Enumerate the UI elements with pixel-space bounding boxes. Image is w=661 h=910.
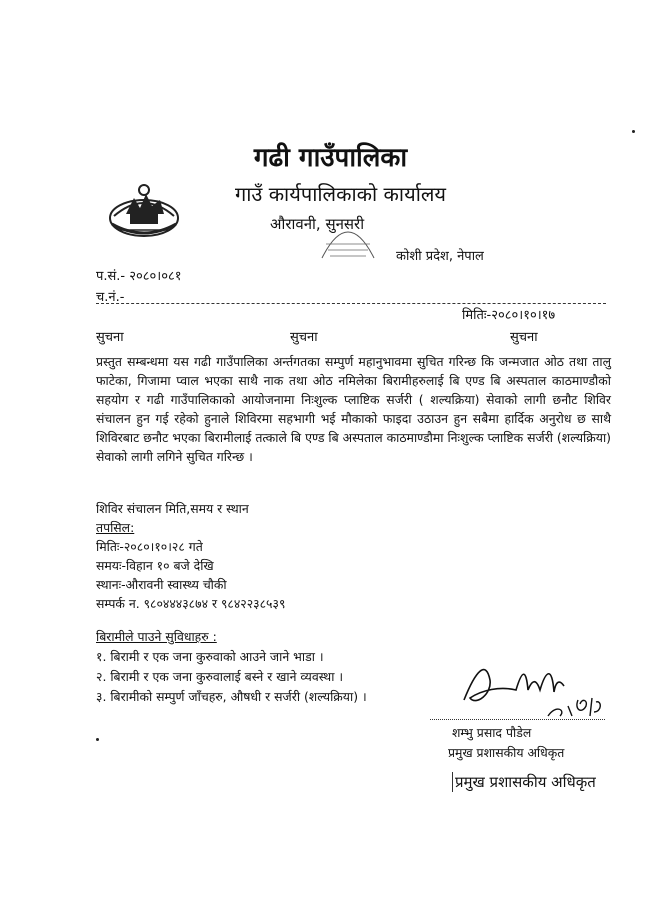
scan-speck [96, 738, 99, 741]
camp-time: समयः-विहान १० बजे देखि [96, 558, 214, 573]
handwritten-signature-icon [456, 650, 606, 720]
camp-details-label: तपसिल: [96, 520, 135, 535]
office-location: औरावनी, सुनसरी [270, 215, 365, 233]
benefits-heading: बिरामीले पाउने सुविधाहरु : [96, 629, 217, 644]
divider [96, 303, 606, 304]
signatory-name: शम्भु प्रसाद पौडेल [452, 725, 532, 740]
dispatch-number: च.नं.- [96, 290, 125, 305]
notice-heading-center: सुचना [290, 330, 318, 345]
signature-line [430, 719, 605, 720]
camp-heading: शिविर संचालन मिति,समय र स्थान [96, 501, 249, 516]
page-title: गढी गाउँपालिका [253, 143, 408, 173]
signatory-role: प्रमुख प्रशासकीय अधिकृत [448, 745, 565, 760]
notice-heading-left: सुचना [96, 330, 124, 345]
notice-heading-right: सुचना [510, 330, 538, 345]
office-stamp-icon [318, 214, 378, 264]
notice-paragraph [96, 352, 611, 466]
benefit-item: २. बिरामी र एक जना कुरुवालाई बस्ने र खाने व्यवस्था । [96, 669, 344, 684]
benefit-item: ३. बिरामीको सम्पुर्ण जाँचहरु, औषधी र सर्जरी (शल्यक्रिया) । [96, 689, 367, 704]
reference-number: प.सं.- २०८०।०८१ [96, 269, 182, 284]
office-province: कोशी प्रदेश, नेपाल [396, 249, 484, 264]
camp-date: मितिः-२०८०।१०।२८ गते [96, 539, 203, 554]
scan-speck [632, 130, 635, 133]
camp-venue: स्थानः-औरावनी स्वास्थ्य चौकी [96, 577, 227, 592]
benefit-item: १. बिरामी र एक जना कुरुवाको आउने जाने भाडा । [96, 649, 324, 664]
camp-contact: सम्पर्क न. ९८०४४४३८७४ र ९८४२२३८५३९ [96, 596, 286, 611]
office-name: गाउँ कार्यपालिकाको कार्यालय [234, 182, 447, 206]
letter-date: मितिः-२०८०।१०।१७ [462, 308, 556, 323]
notice-paragraph-text: प्रस्तुत सम्बन्धमा यस गढी गाउँपालिका अर्न्तगतका सम्पुर्ण महानुभावमा सुचित गरिन्छ कि जन्मजात ओठ तथा तालु फाटेका, गिजामा प्वाल भएका साथै नाक तथा ओठ नमिलेका बिरामीहरुलाई बि एण्ड बि अस्पताल काठमाण्डौको सहयोग र गढी गाउँपालिकाको आयोजनामा निःशुल्क प्लाष्टिक सर्जरी ( शल्यक्रिया) सेवाको लागी छनौट शिविर संचालन हुन गई रहेको हुनाले शिविरमा सहभागी भई मौकाको फाइदा उठाउन हुन सबैमा हार्दिक अनुरोध छ साथै शिविरबाट छनौट भएका बिरामीलाई तत्काले बि एण्ड बि अस्पताल काठमाण्डौमा निःशुल्क प्लाष्टिक सर्जरी (शल्यक्रिया) सेवाको लागी लगिने सुचित गरिन्छ । [96, 354, 611, 464]
role-stamp: प्रमुख प्रशासकीय अधिकृत [452, 772, 596, 792]
